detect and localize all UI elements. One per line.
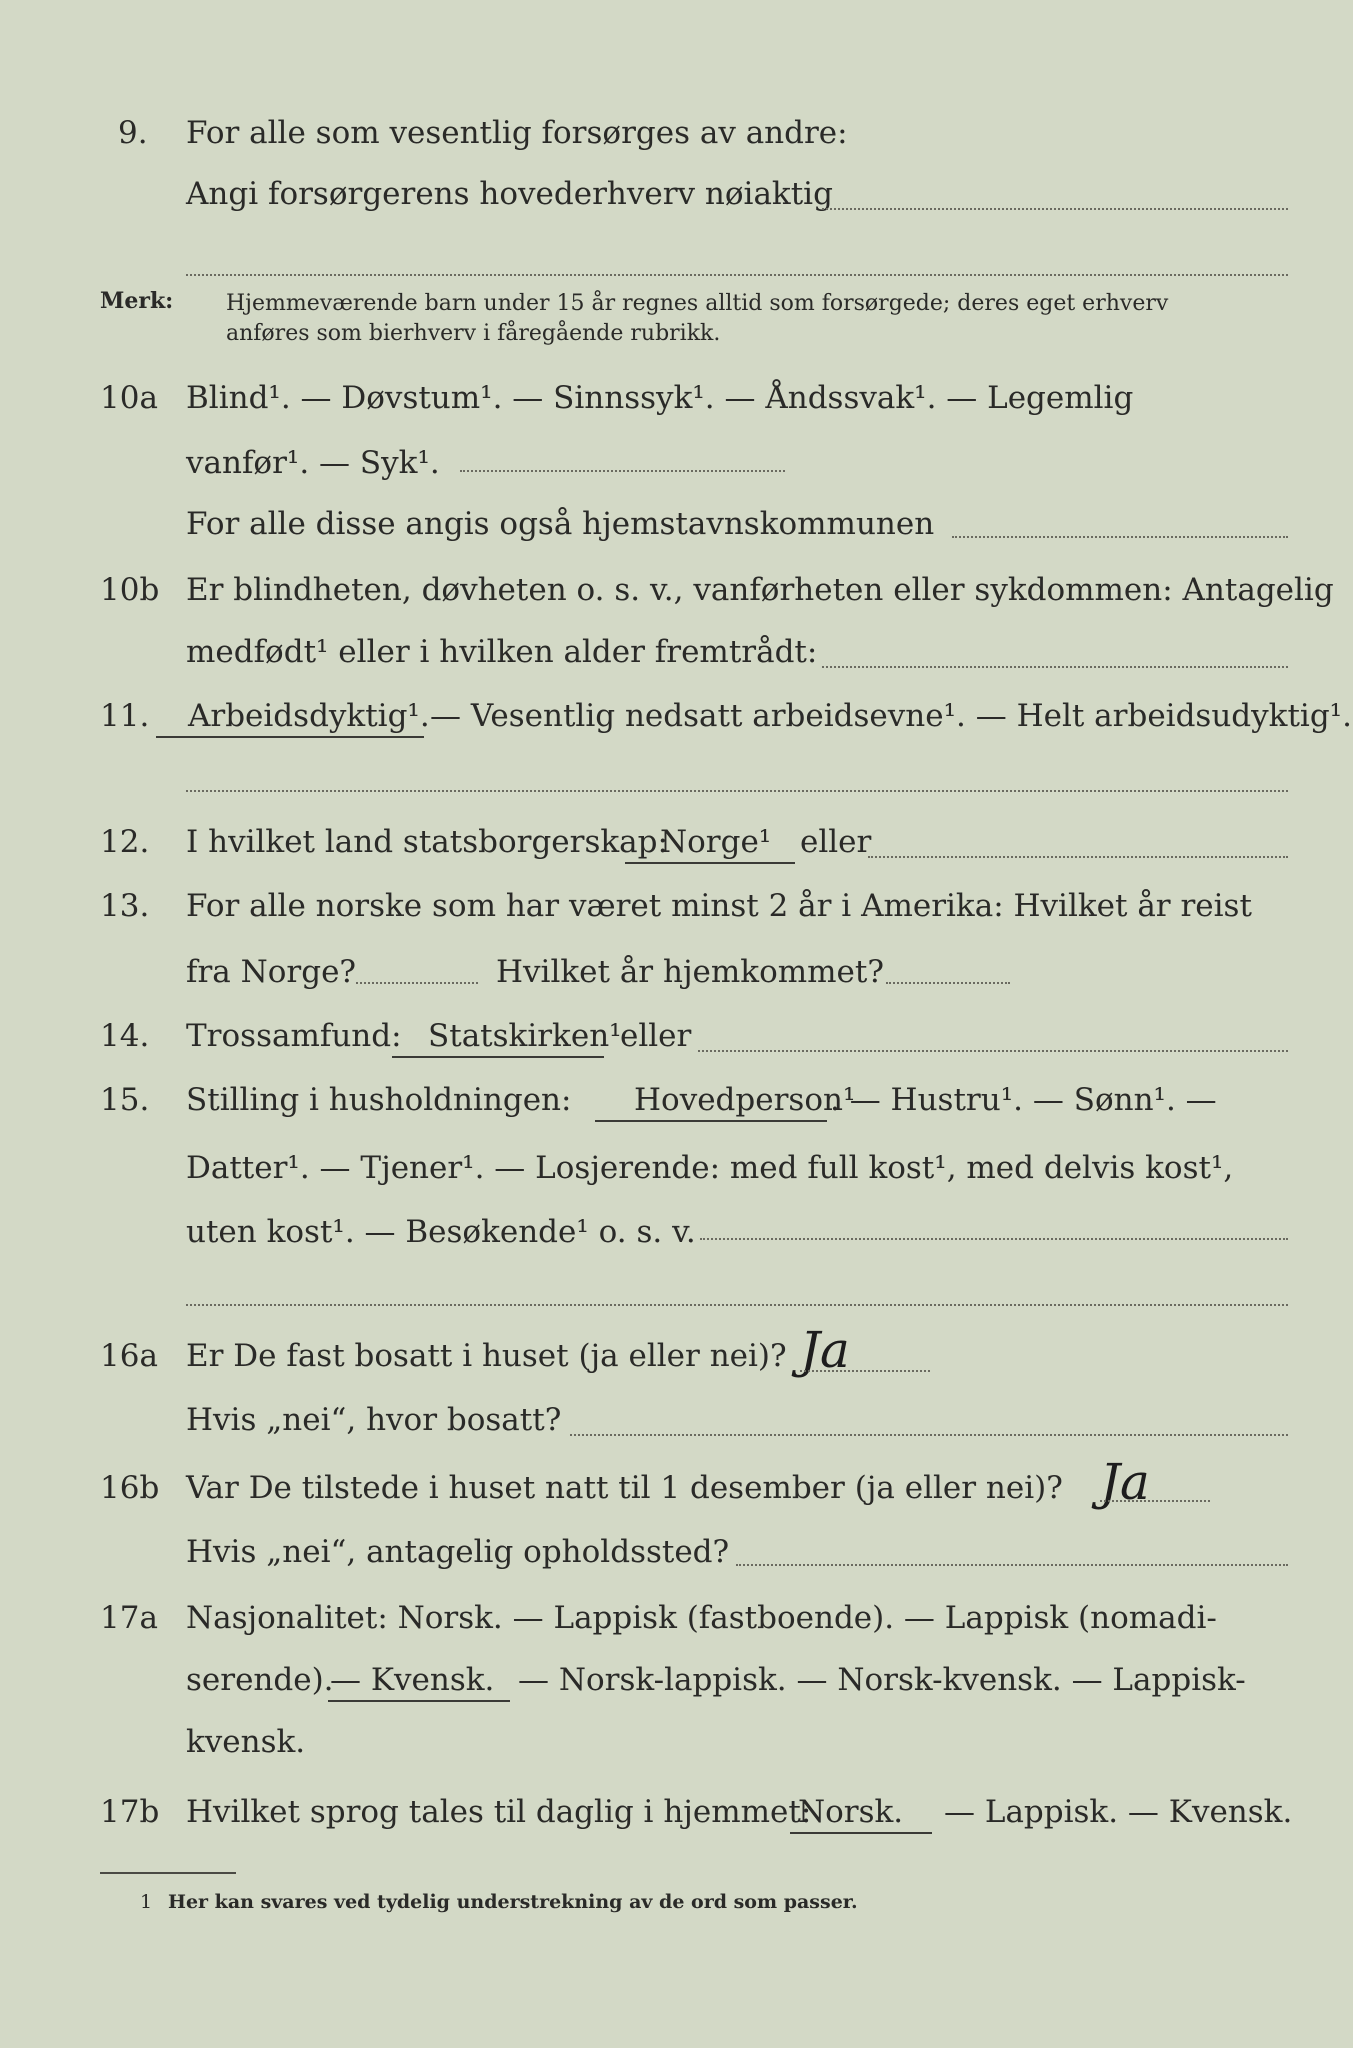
q13-line1: For alle norske som har været minst 2 år i Amerika: Hvilket år reist bbox=[186, 888, 1252, 924]
q16a-handwritten-answer: Ja bbox=[800, 1321, 850, 1379]
footnote-text: Her kan svares ved tydelig understrekning av de ord som passer. bbox=[168, 1891, 858, 1913]
q10a-line2: vanfør¹. — Syk¹. bbox=[186, 445, 440, 481]
q16a-number: 16a bbox=[100, 1338, 158, 1374]
q16b-line2: Hvis „nei“, antagelig opholdssted? bbox=[186, 1534, 730, 1570]
q11-option-arbeidsdyktig: Arbeidsdyktig¹. bbox=[188, 698, 430, 734]
q15-pre: Stilling i husholdningen: bbox=[186, 1082, 572, 1118]
q15-option-hovedperson: Hovedperson¹ bbox=[634, 1082, 856, 1118]
q9-answer-line bbox=[822, 208, 1288, 210]
q13-reist-line bbox=[356, 982, 478, 984]
q14-pre: Trossamfund: bbox=[186, 1018, 402, 1054]
q12-number: 12. bbox=[100, 824, 150, 860]
q11-number: 11. bbox=[100, 698, 150, 734]
q9-line1: For alle som vesentlig forsørges av andre: bbox=[186, 115, 848, 151]
q10b-line1: Er blindheten, døvheten o. s. v., vanførheten eller sykdommen: Antagelig bbox=[186, 572, 1334, 608]
q14-number: 14. bbox=[100, 1018, 150, 1054]
q9-answer-line-2 bbox=[186, 274, 1288, 276]
q15-underline bbox=[595, 1120, 827, 1122]
q16a-line2: Hvis „nei“, hvor bosatt? bbox=[186, 1402, 562, 1438]
q13-line2b: Hvilket år hjemkommet? bbox=[496, 954, 884, 990]
q17b-option-norsk: Norsk. bbox=[798, 1794, 904, 1830]
q9-line2: Angi forsørgerens hovederhverv nøiaktig bbox=[186, 176, 833, 212]
q17b-pre: Hvilket sprog tales til daglig i hjemmet: bbox=[186, 1794, 812, 1830]
q16b-answer-line bbox=[1100, 1500, 1210, 1502]
q12-answer-line bbox=[868, 856, 1288, 858]
q15-line2: Datter¹. — Tjener¹. — Losjerende: med full kost¹, med delvis kost¹, bbox=[186, 1150, 1234, 1186]
q12-post: eller bbox=[800, 824, 872, 860]
q10a-answer-line bbox=[460, 470, 785, 472]
q17a-line2a: serende). bbox=[186, 1662, 334, 1698]
q16a-bosatt-line bbox=[570, 1434, 1288, 1436]
q11-rest: — Vesentlig nedsatt arbeidsevne¹. — Helt arbeidsudyktig¹. bbox=[430, 698, 1352, 734]
q11-underline bbox=[156, 736, 424, 738]
merk-line1: Hjemmeværende barn under 15 år regnes alltid som forsørgede; deres eget erhverv bbox=[226, 291, 1169, 316]
q9-number: 9. bbox=[118, 115, 148, 151]
q16b-opholdssted-line bbox=[736, 1564, 1288, 1566]
q14-answer-line bbox=[698, 1050, 1288, 1052]
footnote-rule bbox=[100, 1872, 236, 1874]
merk-line2: anføres som bierhverv i fåregående rubrikk. bbox=[226, 321, 721, 346]
q17a-option-kvensk: — Kvensk. bbox=[330, 1662, 495, 1698]
q14-post: eller bbox=[620, 1018, 692, 1054]
q10b-line2: medfødt¹ eller i hvilken alder fremtrådt: bbox=[186, 634, 818, 670]
q17b-number: 17b bbox=[100, 1794, 160, 1830]
q17b-underline bbox=[790, 1832, 932, 1834]
q10b-answer-line bbox=[822, 666, 1288, 668]
q10a-number: 10a bbox=[100, 380, 158, 416]
q16b-handwritten-answer: Ja bbox=[1100, 1453, 1150, 1511]
q15-line3: uten kost¹. — Besøkende¹ o. s. v. bbox=[186, 1214, 696, 1250]
q17a-number: 17a bbox=[100, 1600, 158, 1636]
q17a-line3: kvensk. bbox=[186, 1724, 306, 1760]
q16b-line1: Var De tilstede i huset natt til 1 desember (ja eller nei)? bbox=[186, 1470, 1063, 1506]
q16a-answer-line bbox=[800, 1370, 930, 1372]
q10a-line1: Blind¹. — Døvstum¹. — Sinnssyk¹. — Åndssvak¹. — Legemlig bbox=[186, 380, 1134, 416]
q10a-line3: For alle disse angis også hjemstavnskommunen bbox=[186, 506, 935, 542]
q11-answer-line bbox=[186, 790, 1288, 792]
footnote-mark: 1 bbox=[140, 1891, 153, 1913]
q13-line2a: fra Norge? bbox=[186, 954, 357, 990]
q17a-underline bbox=[328, 1700, 510, 1702]
q15-number: 15. bbox=[100, 1082, 150, 1118]
q12-pre: I hvilket land statsborgerskap: bbox=[186, 824, 668, 860]
q16a-line1: Er De fast bosatt i huset (ja eller nei)? bbox=[186, 1338, 787, 1374]
merk-label: Merk: bbox=[100, 288, 174, 314]
q17a-line1: Nasjonalitet: Norsk. — Lappisk (fastboende). — Lappisk (nomadi- bbox=[186, 1600, 1217, 1636]
q12-underline bbox=[625, 862, 795, 864]
q13-number: 13. bbox=[100, 888, 150, 924]
q15-answer-line-2 bbox=[186, 1304, 1288, 1306]
q17b-post: — Lappisk. — Kvensk. bbox=[944, 1794, 1293, 1830]
q13-hjemkommet-line bbox=[886, 982, 1010, 984]
q16b-number: 16b bbox=[100, 1470, 160, 1506]
q12-option-norge: Norge¹ bbox=[660, 824, 772, 860]
q10b-number: 10b bbox=[100, 572, 160, 608]
q17a-line2b: — Norsk-lappisk. — Norsk-kvensk. — Lappisk- bbox=[518, 1662, 1246, 1698]
q15-post: . — Hustru¹. — Sønn¹. — bbox=[830, 1082, 1217, 1118]
q15-answer-line bbox=[700, 1238, 1288, 1240]
q14-option-statskirken: Statskirken¹ bbox=[428, 1018, 622, 1054]
q14-underline bbox=[392, 1056, 604, 1058]
q10a-hjemstavn-line bbox=[952, 536, 1288, 538]
